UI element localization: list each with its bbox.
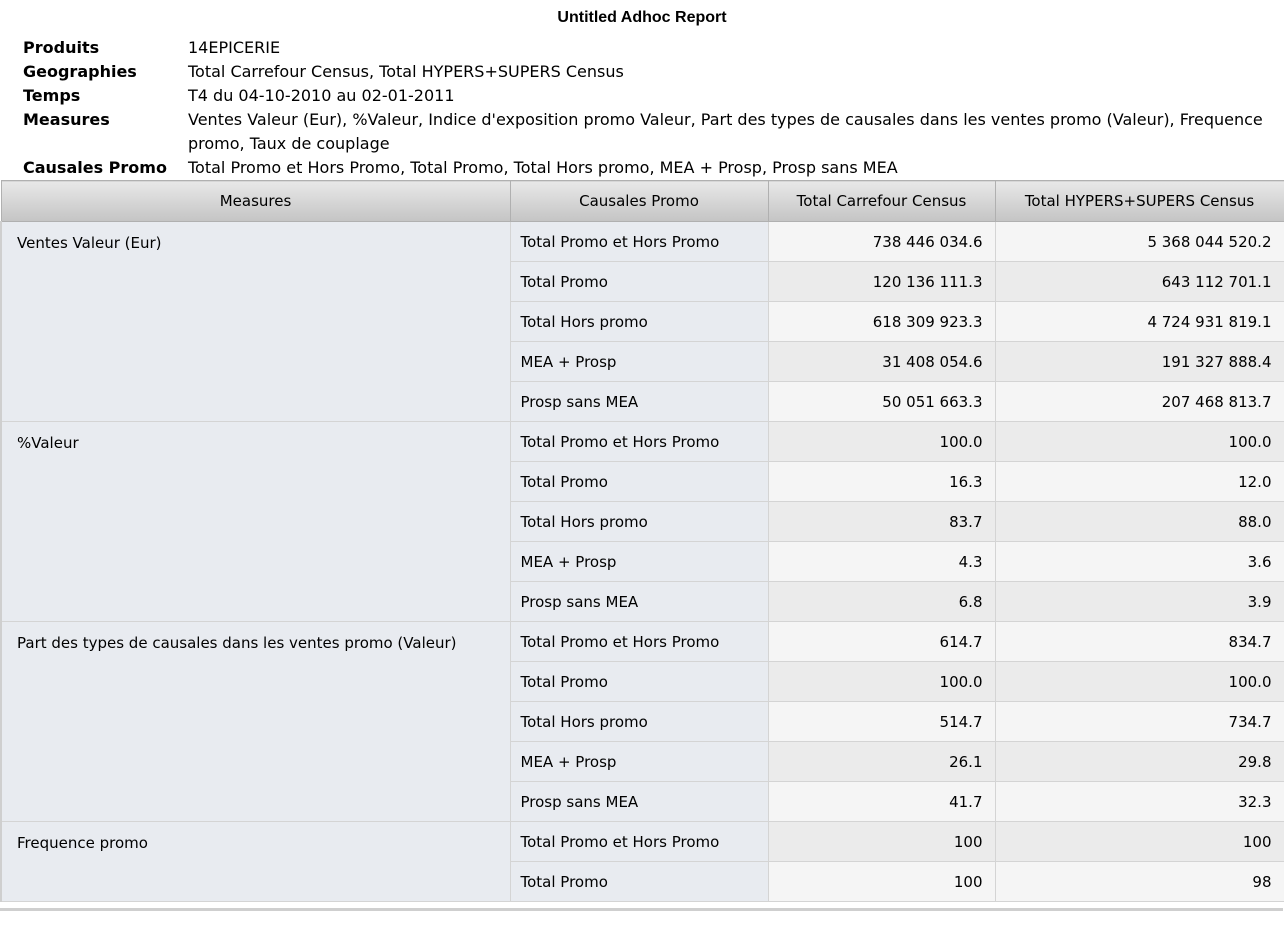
header-total-carrefour-census[interactable]: Total Carrefour Census [768,181,995,222]
causale-cell: MEA + Prosp [510,542,768,582]
value-hypers-supers-cell: 3.9 [995,582,1284,622]
parameter-value: Ventes Valeur (Eur), %Valeur, Indice d'exposition promo Valeur, Part des types de causales dans les ventes promo (Valeur), Frequence promo, Taux de couplage [188,110,1263,153]
value-hypers-supers-cell: 12.0 [995,462,1284,502]
report-title: Untitled Adhoc Report [557,9,727,26]
parameter-row [23,60,1278,84]
causale-cell: Total Promo et Hors Promo [510,622,768,662]
value-carrefour-cell: 100 [768,822,995,862]
value-hypers-supers-cell: 191 327 888.4 [995,342,1284,382]
value-hypers-supers-cell: 98 [995,862,1284,902]
value-hypers-supers-cell: 207 468 813.7 [995,382,1284,422]
causale-cell: Total Promo et Hors Promo [510,822,768,862]
causale-cell: Total Hors promo [510,302,768,342]
value-hypers-supers-cell: 32.3 [995,782,1284,822]
parameter-value: 14EPICERIE [188,38,281,57]
value-hypers-supers-cell: 100.0 [995,662,1284,702]
parameter-value: Total Promo et Hors Promo, Total Promo, Total Hors promo, MEA + Prosp, Prosp sans MEA [188,158,898,177]
value-carrefour-cell: 41.7 [768,782,995,822]
value-hypers-supers-cell: 3.6 [995,542,1284,582]
value-carrefour-cell: 83.7 [768,502,995,542]
value-carrefour-cell: 4.3 [768,542,995,582]
value-carrefour-cell: 6.8 [768,582,995,622]
value-carrefour-cell: 16.3 [768,462,995,502]
header-measures[interactable]: Measures [1,181,510,222]
value-hypers-supers-cell: 5 368 044 520.2 [995,222,1284,262]
measure-cell: Ventes Valeur (Eur) [1,222,510,422]
causale-cell: Prosp sans MEA [510,382,768,422]
value-carrefour-cell: 120 136 111.3 [768,262,995,302]
report-parameters [23,36,1278,180]
measure-cell: Part des types de causales dans les ventes promo (Valeur) [1,622,510,822]
value-carrefour-cell: 738 446 034.6 [768,222,995,262]
header-total-hypers-supers-census[interactable]: Total HYPERS+SUPERS Census [995,181,1284,222]
table-row [1,422,1284,462]
value-carrefour-cell: 50 051 663.3 [768,382,995,422]
parameter-value: Total Carrefour Census, Total HYPERS+SUPERS Census [188,62,624,81]
value-carrefour-cell: 100.0 [768,662,995,702]
value-carrefour-cell: 514.7 [768,702,995,742]
causale-cell: Total Promo [510,862,768,902]
table-row [1,622,1284,662]
value-hypers-supers-cell: 88.0 [995,502,1284,542]
value-hypers-supers-cell: 100 [995,822,1284,862]
parameter-row [23,156,1278,180]
measure-cell: %Valeur [1,422,510,622]
causale-cell: Total Promo [510,662,768,702]
value-carrefour-cell: 100 [768,862,995,902]
value-hypers-supers-cell: 29.8 [995,742,1284,782]
value-hypers-supers-cell: 4 724 931 819.1 [995,302,1284,342]
causale-cell: Total Promo [510,462,768,502]
parameter-row [23,108,1278,156]
value-hypers-supers-cell: 643 112 701.1 [995,262,1284,302]
value-hypers-supers-cell: 834.7 [995,622,1284,662]
table-row [1,222,1284,262]
measure-cell: Frequence promo [1,822,510,902]
parameter-value: T4 du 04-10-2010 au 02-01-2011 [188,86,455,105]
table-row [1,822,1284,862]
grid-bottom-border [0,908,1283,911]
report-grid [0,180,1284,902]
header-causales-promo[interactable]: Causales Promo [510,181,768,222]
causale-cell: MEA + Prosp [510,742,768,782]
parameter-label: Temps [23,86,81,105]
causale-cell: Prosp sans MEA [510,782,768,822]
parameter-row [23,36,1278,60]
value-carrefour-cell: 100.0 [768,422,995,462]
value-hypers-supers-cell: 734.7 [995,702,1284,742]
value-carrefour-cell: 618 309 923.3 [768,302,995,342]
causale-cell: Total Promo [510,262,768,302]
causale-cell: MEA + Prosp [510,342,768,382]
parameter-label: Causales Promo [23,158,167,177]
parameter-label: Geographies [23,62,137,81]
value-carrefour-cell: 26.1 [768,742,995,782]
parameter-label: Measures [23,110,110,129]
value-carrefour-cell: 614.7 [768,622,995,662]
value-carrefour-cell: 31 408 054.6 [768,342,995,382]
causale-cell: Prosp sans MEA [510,582,768,622]
causale-cell: Total Hors promo [510,502,768,542]
value-hypers-supers-cell: 100.0 [995,422,1284,462]
causale-cell: Total Promo et Hors Promo [510,422,768,462]
parameter-row [23,84,1278,108]
parameter-label: Produits [23,38,100,57]
causale-cell: Total Promo et Hors Promo [510,222,768,262]
grid-header-row [1,181,1284,222]
causale-cell: Total Hors promo [510,702,768,742]
